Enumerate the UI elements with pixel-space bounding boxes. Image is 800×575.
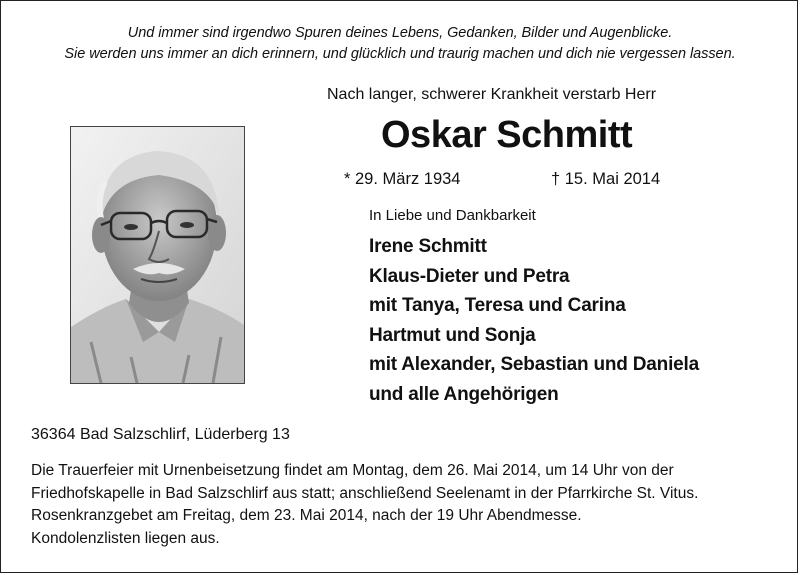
quote-line-2: Sie werden uns immer an dich erinnern, und glücklich und traurig machen und dich nie vergessen lassen. [64, 46, 736, 62]
funeral-detail-line: Friedhofskapelle in Bad Salzschlirf aus statt; anschließend Seelenamt in der Pfarrkirche St. Vitus. [31, 484, 699, 502]
funeral-detail-line: Rosenkranzgebet am Freitag, dem 23. Mai 2014, nach der 19 Uhr Abendmesse. [31, 507, 582, 524]
death-announcement-intro: Nach langer, schwerer Krankheit verstarb Herr [327, 86, 657, 103]
portrait-photo [70, 126, 245, 384]
portrait-image [71, 127, 244, 383]
funeral-detail-line: Die Trauerfeier mit Urnenbeisetzung findet am Montag, dem 26. Mai 2014, um 14 Uhr von der [31, 462, 674, 479]
mourner-line: Klaus-Dieter und Petra [369, 265, 570, 287]
mourners-list [369, 232, 699, 409]
birth-date: * 29. März 1934 [344, 170, 461, 188]
mourner-line: mit Alexander, Sebastian und Daniela [369, 354, 699, 375]
mourners-intro: In Liebe und Dankbarkeit [369, 207, 536, 224]
mourner-line: und alle Angehörigen [369, 383, 559, 405]
funeral-detail-line: Kondolenzlisten liegen aus. [31, 529, 220, 547]
mourner-line: mit Tanya, Teresa und Carina [369, 295, 626, 316]
quote-line-1: Und immer sind irgendwo Spuren deines Lebens, Gedanken, Bilder und Augenblicke. [127, 25, 673, 41]
family-address: 36364 Bad Salzschlirf, Lüderberg 13 [31, 426, 290, 443]
mourner-line: Hartmut und Sonja [369, 324, 536, 346]
funeral-details [31, 460, 698, 550]
mourner-line: Irene Schmitt [369, 236, 487, 257]
deceased-name: Oskar Schmitt [381, 114, 633, 156]
death-date: † 15. Mai 2014 [551, 170, 661, 188]
